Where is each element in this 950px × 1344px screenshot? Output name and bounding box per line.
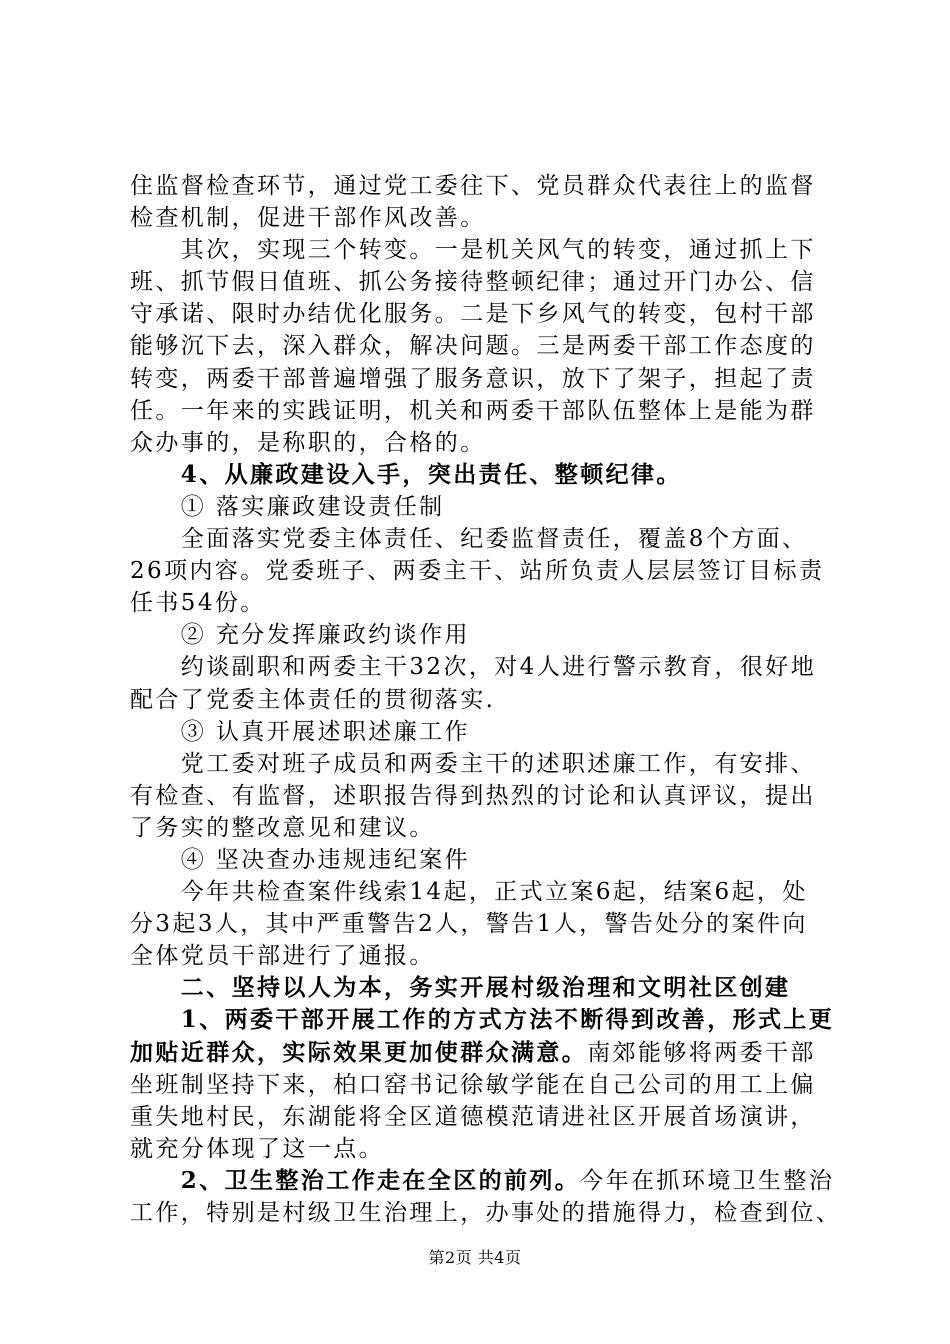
text-line: 坐班制坚持下来，柏口窑书记徐敏学能在自己公司的用工上偏 (130, 1071, 816, 1098)
text-line: 就充分体现了这一点。 (130, 1135, 384, 1162)
text-line: 加贴近群众，实际效果更加使群众满意。南郊能够将两委干部 (130, 1038, 816, 1066)
text-line: 班、抓节假日值班、抓公务接待整顿纪律；通过开门办公、信 (130, 269, 816, 296)
text-line: 任。一年来的实践证明，机关和两委干部队伍整体上是能为群 (130, 397, 816, 424)
text-line: 分3起3人，其中严重警告2人，警告1人，警告处分的案件向 (130, 911, 808, 938)
text-line: 工作，特别是村级卫生治理上，办事处的措施得力，检查到位、 (130, 1200, 842, 1226)
text-line: 了务实的整改意见和建议。 (130, 814, 435, 841)
text-line: 任书54份。 (130, 590, 266, 617)
text-line: 约谈副职和两委主干32次，对4人进行警示教育，很好地 (130, 654, 817, 681)
text-line: 1、两委干部开展工作的方式方法不断得到改善，形式上更 (130, 1006, 835, 1034)
text-line: 其次，实现三个转变。一是机关风气的转变，通过抓上下 (130, 237, 816, 264)
text-line: 众办事的，是称职的，合格的。 (130, 429, 486, 456)
text-line: 住监督检查环节，通过党工委往下、党员群众代表往上的监督 (130, 173, 816, 199)
subheading: ④ 坚决查办违规违纪案件 (130, 846, 470, 873)
text-line: 转变，两委干部普遍增强了服务意识，放下了架子，担起了责 (130, 365, 816, 392)
text-line: 配合了党委主体责任的贯彻落实. (130, 686, 496, 713)
subheading: ② 充分发挥廉政约谈作用 (130, 622, 470, 649)
text-line: 全面落实党委主体责任、纪委监督责任，覆盖8个方面、 (130, 526, 808, 553)
text-line: 党工委对班子成员和两委主干的述职述廉工作，有安排、 (130, 750, 816, 777)
text-line: 检查机制，促进干部作风改善。 (130, 205, 486, 232)
section-heading: 4、从廉政建设入手，突出责任、整顿纪律。 (130, 460, 682, 488)
page-footer: 第2页 共4页 (428, 1248, 522, 1267)
document-body (130, 170, 842, 1229)
section-heading: 二、坚持以人为本，务实开展村级治理和文明社区创建 (130, 974, 791, 1002)
text-line: 2、卫生整治工作走在全区的前列。今年在抓环境卫生整治 (130, 1166, 835, 1194)
text-line: 今年共检查案件线索14起，正式立案6起，结案6起，处 (130, 879, 808, 906)
text-line: 守承诺、限时办结优化服务。二是下乡风气的转变，包村干部 (130, 301, 816, 328)
text-line: 全体党员干部进行了通报。 (130, 943, 435, 970)
text-line: 有检查、有监督，述职报告得到热烈的讨论和认真评议，提出 (130, 782, 816, 809)
text-line: 能够沉下去，深入群众，解决问题。三是两委干部工作态度的 (130, 333, 816, 360)
subheading: ① 落实廉政建设责任制 (130, 493, 445, 520)
text-line: 26项内容。党委班子、两委主干、站所负责人层层签订目标责 (130, 558, 825, 585)
subheading: ③ 认真开展述职述廉工作 (130, 718, 470, 745)
text-line: 重失地村民，东湖能将全区道德模范请进社区开展首场演讲， (130, 1103, 816, 1130)
